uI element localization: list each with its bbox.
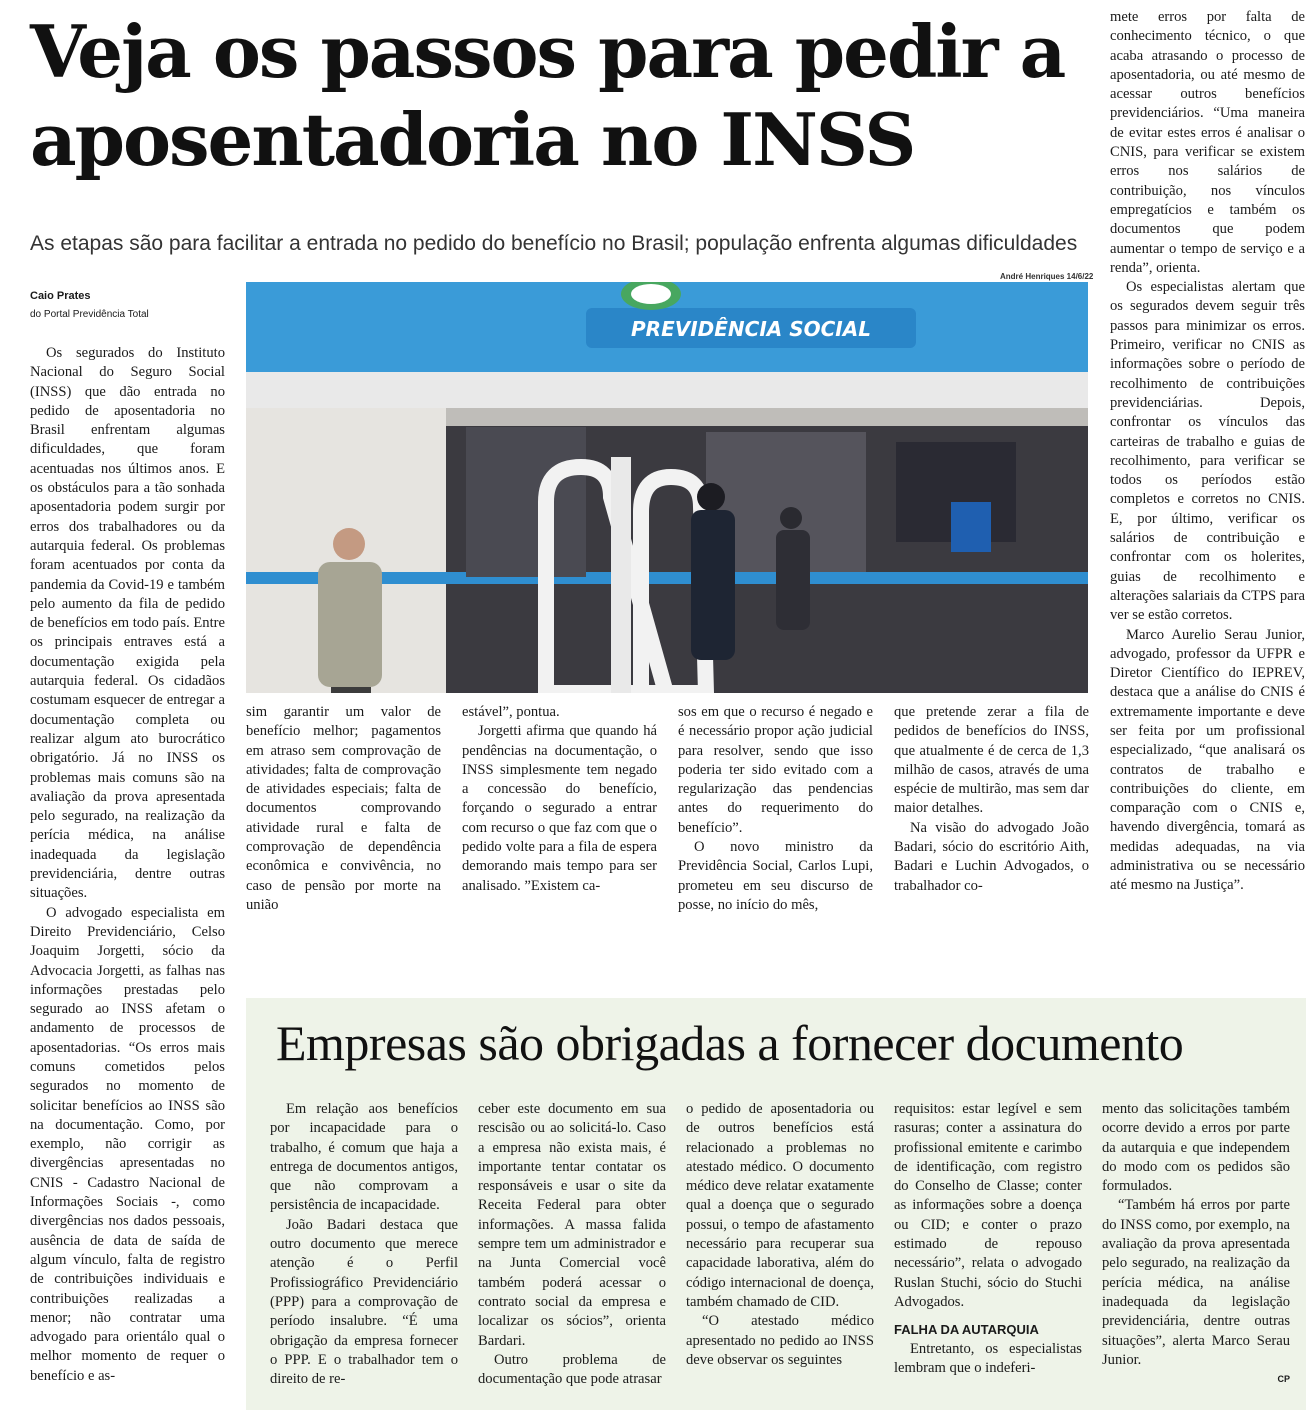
box-column-4	[894, 1100, 1082, 1378]
article-column-2	[246, 703, 441, 915]
paragraph: Marco Aurelio Serau Junior, advogado, professor da UFPR e Diretor Científico do IEPREV, destaca que a análise do CNIS é extremamente importante e deve ser feita por um profissional especializado, “que analisará os contratos de trabalho e contribuições do cliente, em comparação com o CNIS e, havendo divergência, tomará as medidas adequadas, na via administrativa ou se necessário até mesmo na Justiça”.	[1110, 626, 1305, 894]
paragraph: requisitos: estar legível e sem rasuras; conter a assinatura do profissional emitente e carimbo de identificação, com registro do Conselho de Classe; conter as informações sobre a doença ou CID; e conter o prazo estimado de repouso necessário”, relata o advogado Ruslan Stuchi, sócio do Stuchi Advogados.	[894, 1101, 1082, 1310]
box-column-2	[478, 1100, 666, 1389]
paragraph: que pretende zerar a fila de pedidos de benefícios do INSS, que atualmente é de cerca de 1,3 milhão de casos, através de uma espécie de multirão, mas sem dar maior detalhes.	[894, 704, 1089, 817]
paragraph: Outro problema de documentação que pode atrasar	[478, 1351, 666, 1388]
article-column-3	[462, 703, 657, 896]
headline: Veja os passos para pedir a aposentadoria no INSS	[30, 9, 1065, 182]
article-column-5	[894, 703, 1089, 896]
paragraph: ceber este documento em sua rescisão ou ao solicitá-lo. Caso a empresa não exista mais, é importante tentar contatar os responsáveis e usar o site da Receita Federal para obter informações. A massa falida sempre tem um administrador e na Junta Comercial você também poderá acessar o contrato social da empresa e localizar os sócios”, orienta Bardari.	[478, 1101, 666, 1349]
paragraph: João Badari destaca que outro documento que merece atenção é o Perfil Profissiográfico Previdenciário (PPP) para a comprovação de período insalubre. “É uma obrigação da empresa fornecer o PPP. E o trabalhador tem o direito de re-	[270, 1216, 458, 1388]
article-column-1	[30, 344, 225, 1386]
box-column-3	[686, 1100, 874, 1370]
paragraph: sos em que o recurso é negado e é necessário propor ação judicial para resolver, sendo que isso poderia ter sido evitado com a regularização das pendencias antes do requerimento do benefício”.	[678, 704, 873, 836]
article-column-4	[678, 703, 873, 915]
agency-sign: PREVIDÊNCIA SOCIAL	[631, 317, 871, 341]
subhead: As etapas são para facilitar a entrada no pedido do benefício no Brasil; população enfrenta algumas dificuldades	[30, 232, 1078, 255]
paragraph: Jorgetti afirma que quando há pendências na documentação, o INSS simplesmente tem negado a concessão do benefício, forçando o segurado a entrar com recurso o que faz com que o pedido volte para a fila de espera demorando mais tempo para ser analisado. ”Existem ca-	[462, 723, 657, 894]
author-name: Caio Prates	[30, 290, 91, 302]
paragraph: o pedido de aposentadoria ou de outros benefícios está relacionado a problemas no atestado médico. O documento médico deve relatar exatamente qual a doença que o segurado possui, o tempo de afastamento necessário para recuperar sua capacidade laborativa, além do código internacional de doença, também chamado de CID.	[686, 1101, 874, 1310]
photo-illustration	[246, 282, 1088, 693]
paragraph: O advogado especialista em Direito Previdenciário, Celso Joaquim Jorgetti, sócio da Advocacia Jorgetti, as falhas nas informações prestadas pelo segurado ao INSS afetam o andamento de processos de aposentadorias. “Os erros mais comuns cometidos pelos segurados no momento de solicitar benefícios ao INSS são na documentação. Como, por exemplo, não corrigir as divergências apresentadas no CNIS - Cadastro Nacional de Informações Sociais -, como divergências nos dados pessoais, ausência de data de saída de algum vínculo, falta de registro de contribuições individuais e contribuições realizadas a menor; não contratar uma advogado para orientálo qual o melhor momento de requer o benefício e as-	[30, 904, 225, 1384]
author-signoff: CP	[1277, 1374, 1290, 1385]
box-column-1	[270, 1100, 458, 1389]
paragraph: Os especialistas alertam que os segurados devem seguir três passos para minimizar os erros. Primeiro, verificar no CNIS as informações sobre o período de recolhimento de contribuições previdenciárias. Depois, confrontar os vínculos das carteiras de trabalho e guias de recolhimento, para verificar se todos os períodos estão completos e corretos no CNIS. E, por último, verificar os salários de contribuição e confrontar com os holerites, guias de recolhimento e alterações salariais da CTPS para ver se estão corretos.	[1110, 279, 1305, 624]
paragraph: Em relação aos benefícios por incapacidade para o trabalho, é comum que haja a entrega de documentos antigos, que não comprovam a persistência de incapacidade.	[270, 1101, 458, 1214]
paragraph: O novo ministro da Previdência Social, Carlos Lupi, prometeu em seu discurso de posse, no início do mês,	[678, 839, 873, 913]
article-photo	[246, 282, 1088, 693]
paragraph: “Também há erros por parte do INSS como, por exemplo, na avaliação da prova apresentada pelo segurado, na realização da perícia médica, na análise inadequada da legislação previdenciária, dentre outras situações”, alerta Marco Serau Junior.	[1102, 1197, 1290, 1368]
paragraph: “O atestado médico apresentado no pedido ao INSS deve observar os seguintes	[686, 1313, 874, 1368]
box-title: Empresas são obrigadas a fornecer documento	[276, 1015, 1184, 1071]
box-column-5	[1102, 1100, 1290, 1389]
section-subtitle: FALHA DA AUTARQUIA	[894, 1322, 1039, 1338]
paragraph: mete erros por falta de conhecimento técnico, o que acaba atrasando o processo de aposentadoria, ou até mesmo de acessar outros benefícios previdenciários. “Uma maneira de evitar estes erros é analisar o CNIS, para verificar se existem erros nos salários de contribuição, nos vínculos empregatícios e também os documentos que podem aumentar o tempo de serviço e a renda”, orienta.	[1110, 9, 1305, 276]
author-org: do Portal Previdência Total	[30, 309, 149, 320]
paragraph: mento das solicitações também ocorre devido a erros por parte da autarquia e que independem do modo com os pedidos são formulados.	[1102, 1101, 1290, 1195]
paragraph: Na visão do advogado João Badari, sócio do escritório Aith, Badari e Luchin Advogados, o trabalhador co-	[894, 819, 1089, 894]
article-column-6	[1110, 8, 1305, 896]
paragraph: Os segurados do Instituto Nacional do Seguro Social (INSS) que dão entrada no pedido de aposentadoria no Brasil enfrentam algumas dificuldades, que foram acentuadas nos últimos anos. E os obstáculos para a tão sonhada aposentadoria podem surgir por erros dos trabalhadores ou da autarquia federal. Os problemas foram acentuados por conta da pandemia da Covid-19 e também pelo aumento da fila de pedido de benefícios em todo país. Entre os principais entraves está a documentação exigida pela autarquia federal. Os cidadãos costumam esquecer de entregar a documentação completa ou realizar algum ato burocrático obrigatório. Já no INSS os problemas mais comuns são na avaliação da prova apresentada pelo segurado, na realização da perícia médica, na análise inadequada da legislação previdenciária, dentre outras situações.	[30, 345, 225, 902]
paragraph: estável”, pontua.	[462, 704, 560, 720]
photo-credit: André Henriques 14/6/22	[1000, 272, 1094, 281]
paragraph: Entretanto, os especialistas lembram que o indeferi-	[894, 1340, 1082, 1376]
paragraph: sim garantir um valor de benefício melhor; pagamentos em atraso sem comprovação de atividades; falta de comprovação de atividades especiais; falta de documentos comprovando atividade rural e falta de comprovação de dependência econômica e convivência, no caso de pensão por morte na união	[246, 704, 441, 913]
